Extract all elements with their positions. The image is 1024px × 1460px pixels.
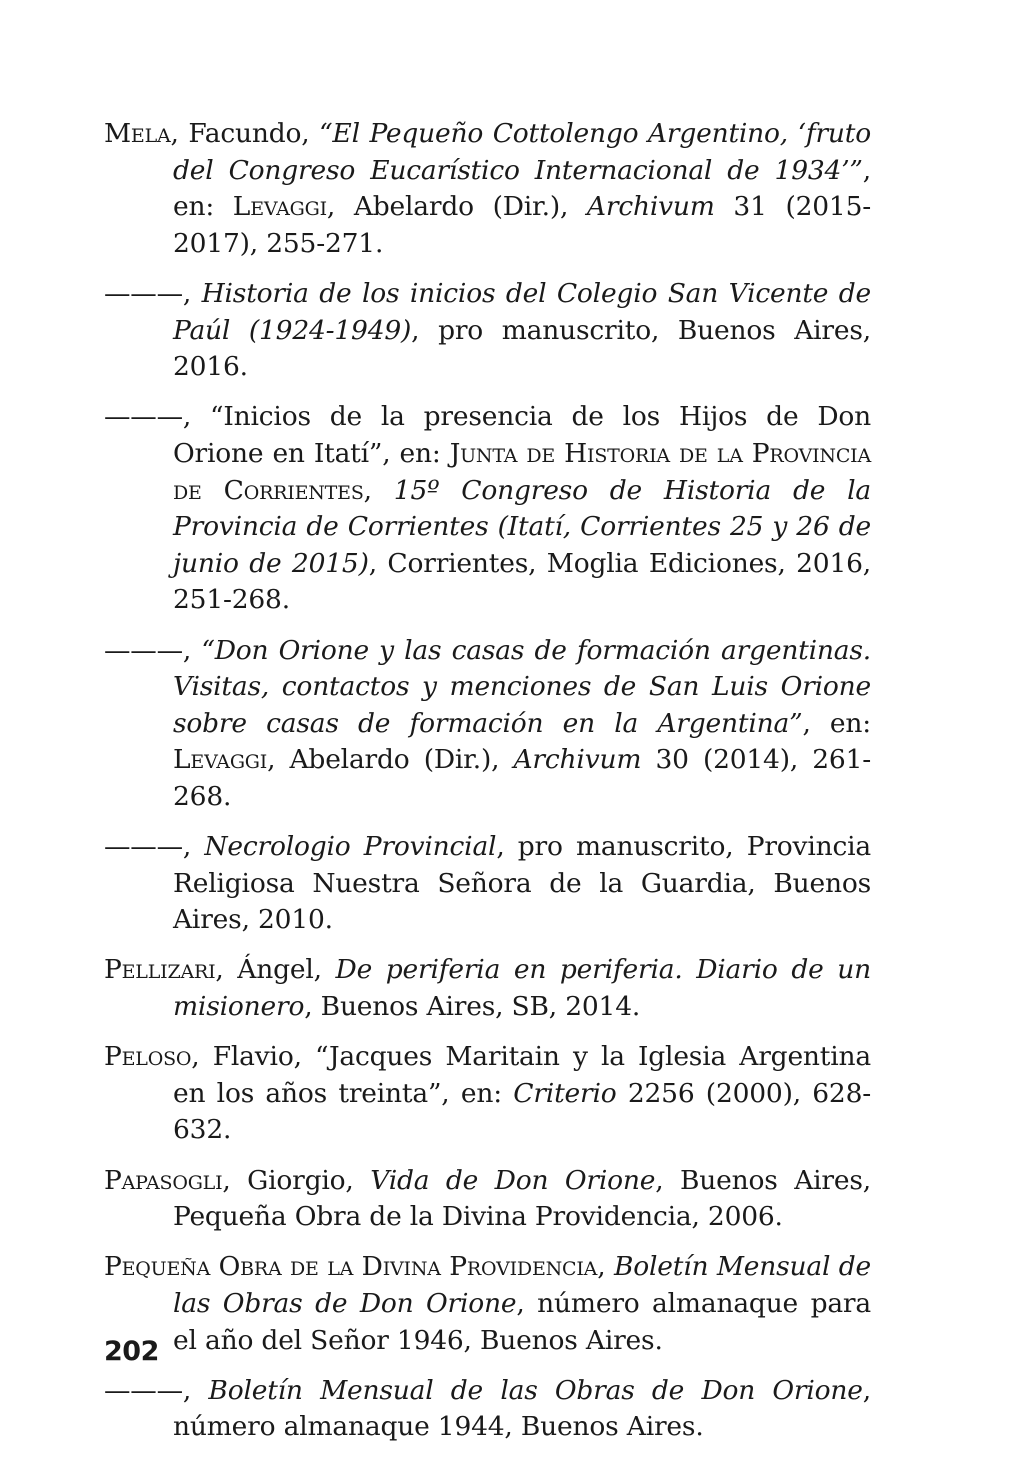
entry-text: , “Inicios de la presencia de los Hijos de Don Orione en Itatí”, en:	[173, 401, 871, 469]
bibliography-entry	[104, 276, 871, 386]
bibliography-entry	[104, 1039, 871, 1149]
bibliography-entry	[104, 116, 871, 262]
entry-text: , Buenos Aires, Pequeña Obra de la Divina Providencia, 2006.	[173, 1164, 872, 1233]
entry-text: , número almanaque para el año del Señor 1946, Buenos Aires.	[173, 1287, 871, 1356]
bibliography-entry	[104, 399, 871, 619]
bibliography-entry	[104, 1373, 871, 1446]
entry-text: ,	[363, 474, 394, 506]
entry-journal: Criterio	[513, 1077, 617, 1109]
entry-text: ,	[182, 277, 202, 309]
entry-text: , Flavio, “Jacques Maritain y la Iglesia Argentina en los años treinta”, en:	[173, 1041, 871, 1109]
entry-title: De periferia en periferia. Diario de un misionero	[173, 954, 871, 1023]
entry-text: , Abelardo (Dir.),	[267, 744, 514, 776]
entry-journal: Archivum	[513, 744, 642, 776]
entry-title: “El Pequeño Cottolengo Argentino, ‘fruto del Congreso Eucarístico Internacional de 1934’”	[173, 118, 871, 186]
entry-text: , Abelardo (Dir.),	[326, 191, 587, 223]
entry-text: , número almanaque 1944, Buenos Aires.	[173, 1374, 871, 1443]
entry-text: ,	[597, 1251, 614, 1283]
entry-journal: Archivum	[586, 191, 715, 223]
entry-text: , pro manuscrito, Buenos Aires, 2016.	[173, 314, 871, 383]
entry-author: Papasogli	[104, 1164, 223, 1196]
entry-text: , en:	[802, 707, 871, 739]
entry-title: “Don Orione y las casas de formación argentinas. Visitas, contactos y menciones de San Luis Orione sobre casas de formación en la Argentina”	[173, 634, 871, 739]
entry-editor: Levaggi	[232, 191, 327, 223]
bibliography-entry	[104, 633, 871, 816]
entry-author: Mela	[104, 118, 171, 149]
ditto-dash: ———	[104, 401, 183, 433]
page-number: 202	[104, 1336, 159, 1367]
ditto-dash: ———	[104, 831, 183, 863]
entry-title: Boletín Mensual de las Obras de Don Orione	[173, 1251, 871, 1319]
entry-text: 2256 (2000), 628-632.	[173, 1077, 872, 1146]
entry-text: 31 (2015-2017), 255-271.	[173, 191, 871, 259]
entry-text: , pro manuscrito, Provincia Religiosa Nuestra Señora de la Guardia, Buenos Aires, 2010.	[173, 831, 871, 936]
entry-text: ,	[182, 831, 205, 863]
bibliography-list	[104, 116, 871, 1460]
entry-text: , Buenos Aires, SB, 2014.	[304, 991, 641, 1023]
entry-text: ,	[182, 634, 202, 666]
bibliography-entry	[104, 1163, 871, 1236]
entry-author: Peloso	[104, 1041, 192, 1073]
ditto-dash: ———	[104, 1374, 183, 1406]
entry-text: , Giorgio,	[222, 1164, 371, 1196]
entry-title: Vida de Don Orione	[370, 1164, 656, 1196]
entry-text: ,	[182, 1374, 209, 1406]
entry-author: Pellizari	[104, 954, 216, 986]
ditto-dash: ———	[104, 277, 183, 309]
entry-editor: Levaggi	[173, 744, 268, 776]
entry-text: , en:	[173, 154, 871, 223]
entry-text: 30 (2014), 261-268.	[173, 744, 871, 812]
entry-title: Boletín Mensual de las Obras de Don Orione	[208, 1374, 863, 1406]
entry-title: Necrologio Provincial	[204, 831, 497, 863]
entry-author: Pequeña Obra de la Divina Providencia	[104, 1251, 598, 1283]
entry-text: , Ángel,	[215, 954, 336, 986]
bibliography-entry	[104, 1249, 871, 1359]
bibliography-entry	[104, 829, 871, 939]
entry-title: 15º Congreso de Historia de la Provincia de Corrientes (Itatí, Corrientes 25 y 26 de junio de 2015)	[173, 474, 871, 579]
bibliography-entry	[104, 952, 871, 1025]
entry-organization: Junta de Historia de la Provincia de Corrientes	[173, 437, 871, 506]
entry-text: , Corrientes, Moglia Ediciones, 2016, 251-268.	[173, 547, 871, 616]
entry-title: Historia de los inicios del Colegio San Vicente de Paúl (1924-1949)	[173, 277, 872, 346]
ditto-dash: ———	[104, 634, 183, 666]
entry-text: , Facundo,	[170, 118, 320, 149]
